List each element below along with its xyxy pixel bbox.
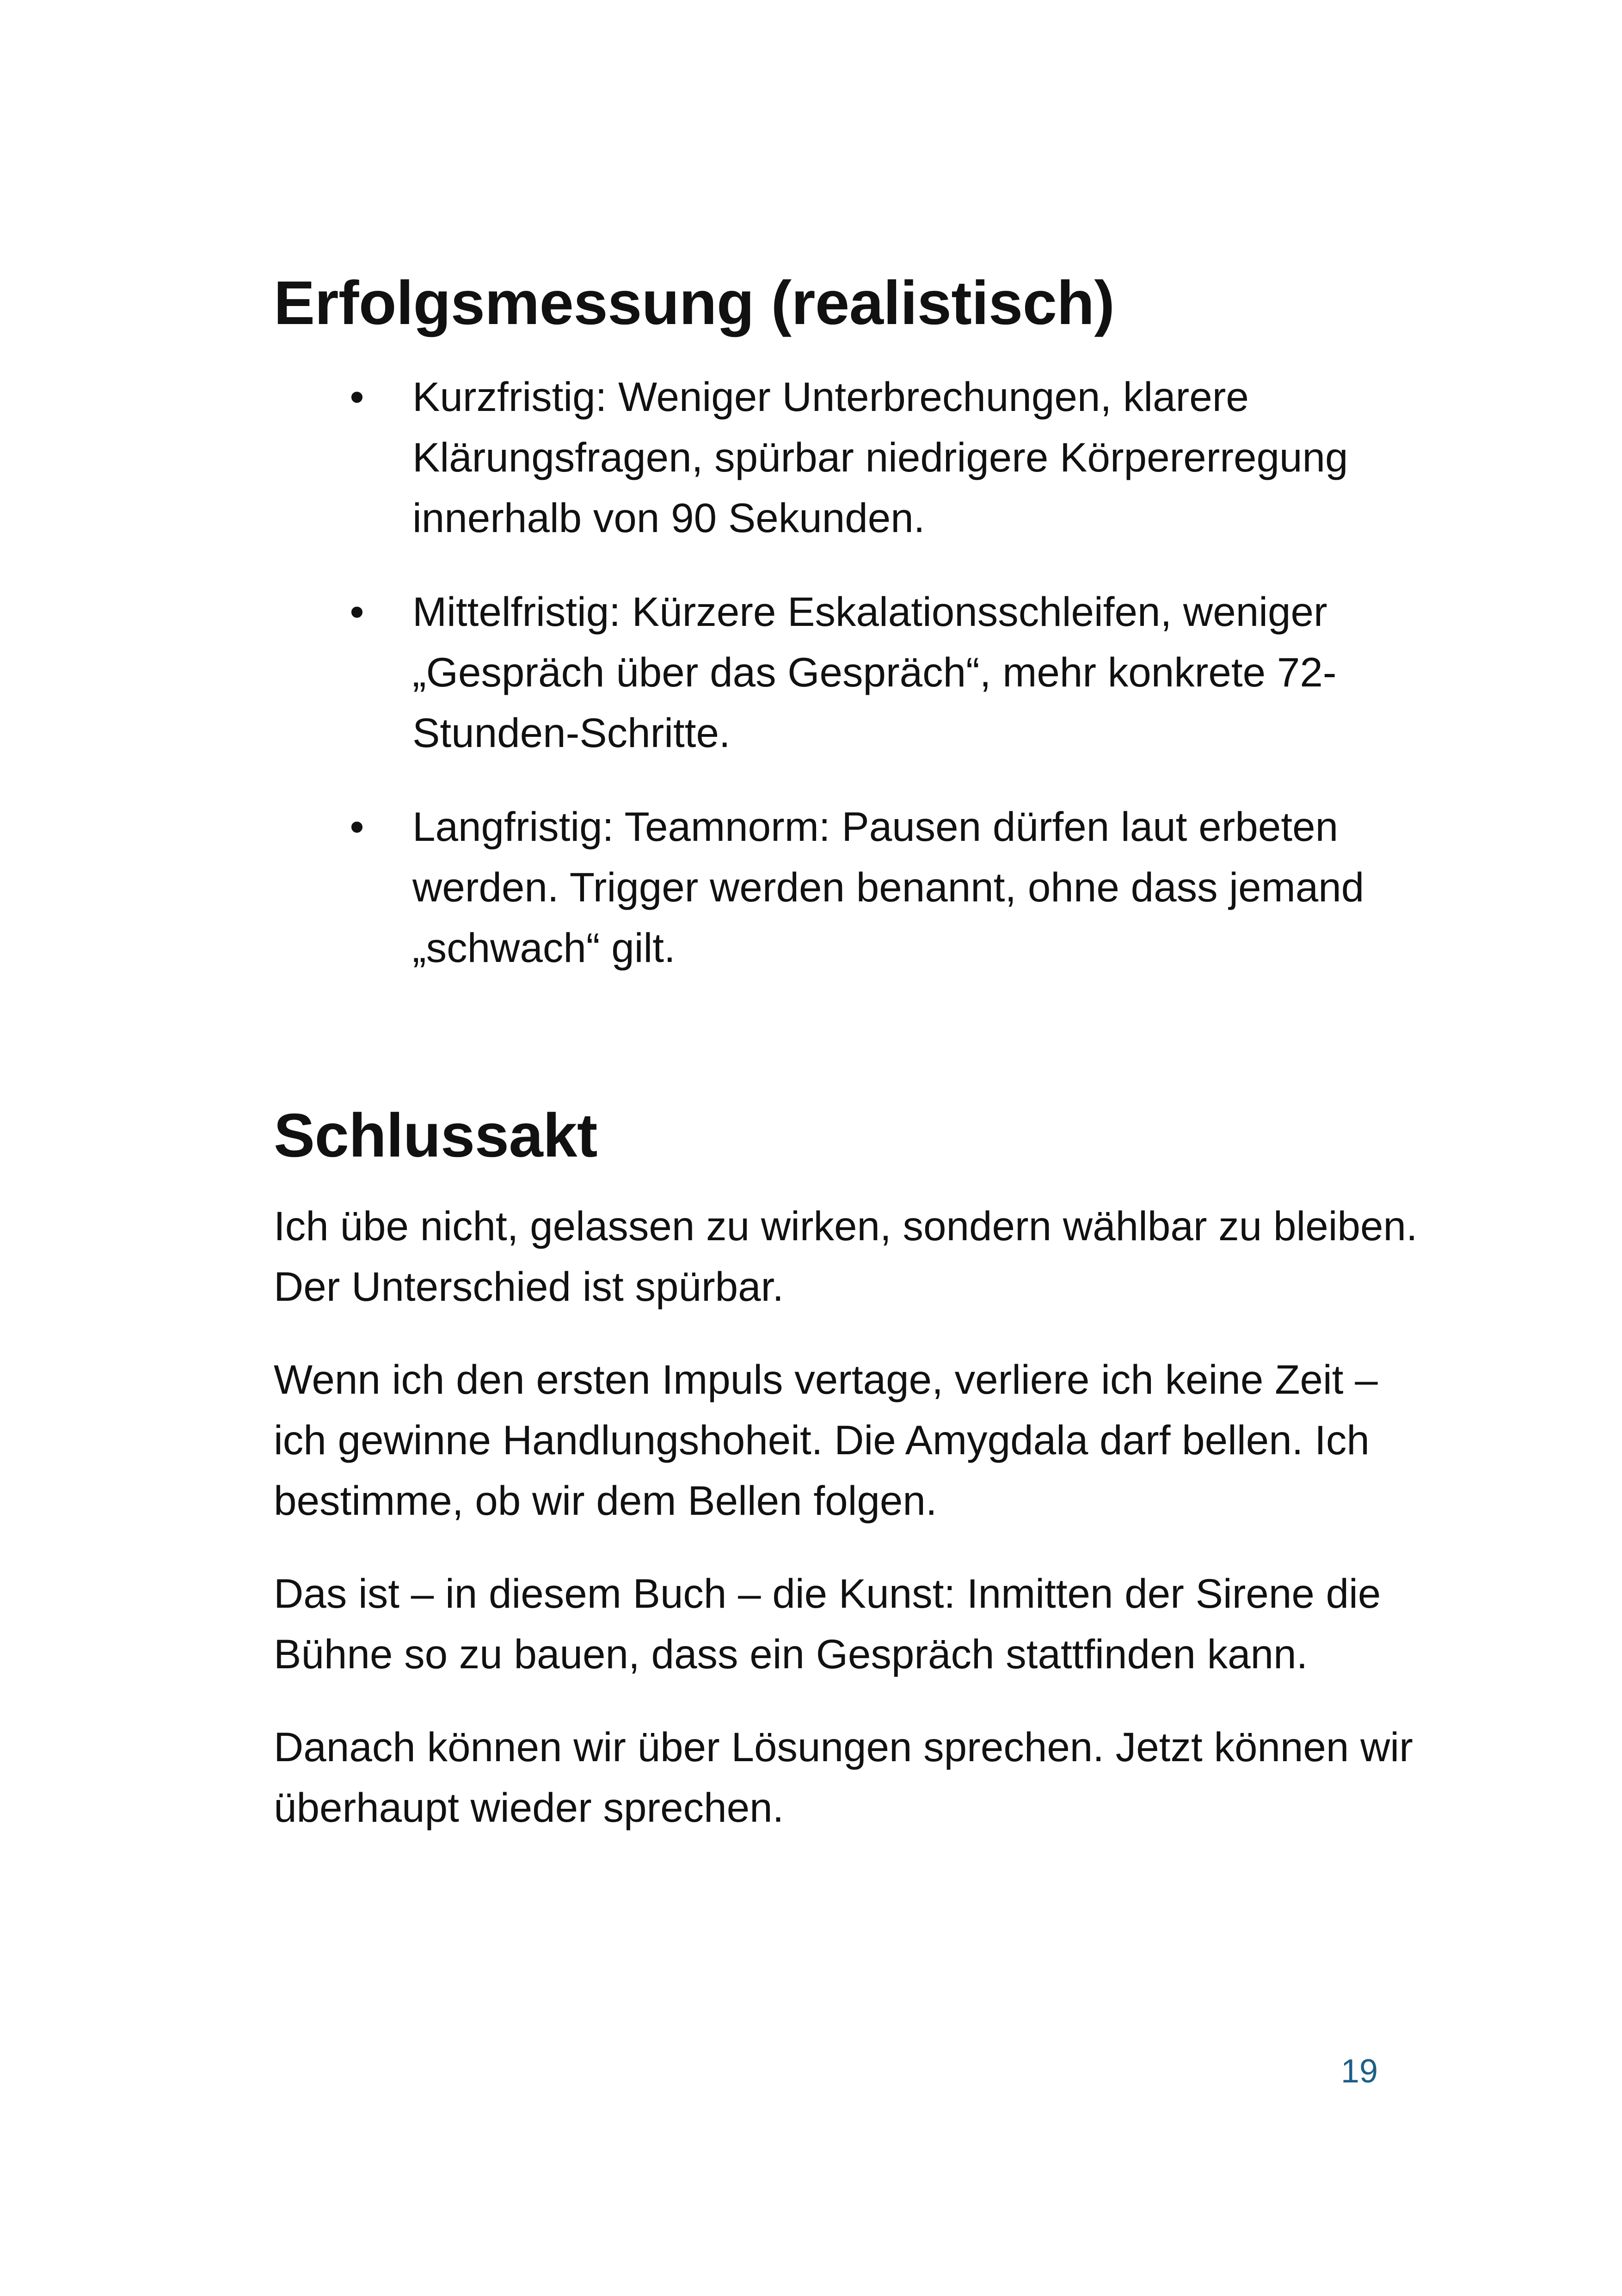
paragraph: Ich übe nicht, gelassen zu wirken, sondern wählbar zu bleiben. Der Unterschied ist spürbar. <box>274 1203 1418 1310</box>
bullet-text: Langfristig: Teamnorm: Pausen dürfen laut erbeten werden. Trigger werden benannt, ohne dass jemand „schwach“ gilt. <box>412 803 1364 971</box>
bullet-icon: • <box>350 588 364 635</box>
section-success-measurement <box>274 269 1439 978</box>
paragraph: Wenn ich den ersten Impuls vertage, verliere ich keine Zeit – ich gewinne Handlungshoheit. Die Amygdala darf bellen. Ich bestimme, ob wir dem Bellen folgen. <box>274 1356 1378 1524</box>
paragraph: Danach können wir über Lösungen sprechen. Jetzt können wir überhaupt wieder sprechen. <box>274 1724 1413 1831</box>
bullet-item <box>274 796 1439 978</box>
section-heading: Erfolgsmessung (realistisch) <box>274 269 1115 337</box>
bullet-icon: • <box>350 373 364 420</box>
page-content <box>274 269 1439 1838</box>
page-number: 19 <box>1341 2053 1378 2090</box>
bullet-text: Mittelfristig: Kürzere Eskalationsschleifen, weniger „Gespräch über das Gespräch“, mehr konkrete 72-Stunden-Schritte. <box>412 588 1337 756</box>
bullet-item <box>274 582 1439 763</box>
section-closing-act <box>274 1101 1439 1838</box>
section-heading: Schlussakt <box>274 1101 597 1170</box>
bullet-icon: • <box>350 803 364 850</box>
bullet-text: Kurzfristig: Weniger Unterbrechungen, klarere Klärungsfragen, spürbar niedrigere Körpererregung innerhalb von 90 Sekunden. <box>412 373 1348 541</box>
bullet-list <box>274 367 1439 978</box>
bullet-item <box>274 367 1439 548</box>
paragraph: Das ist – in diesem Buch – die Kunst: Inmitten der Sirene die Bühne so zu bauen, dass ein Gespräch stattfinden kann. <box>274 1570 1381 1677</box>
